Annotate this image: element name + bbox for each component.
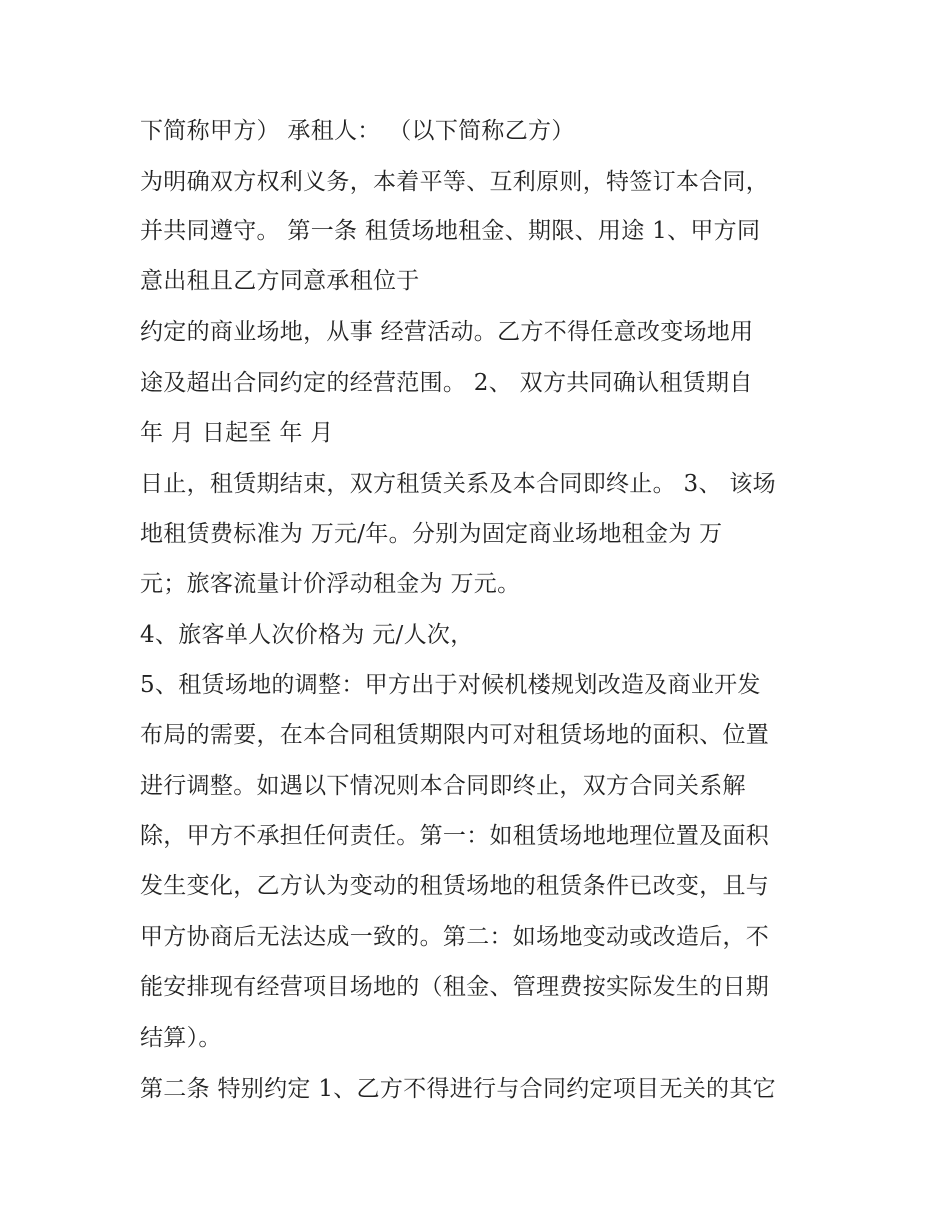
text-line-17: 甲方协商后无法达成一致的。第二：如场地变动或改造后，不 [140, 924, 770, 950]
text-line-13: 布局的需要，在本合同租赁期限内可对租赁场地的面积、位置 [140, 722, 770, 748]
text-line-14: 进行调整。如遇以下情况则本合同即终止，双方合同关系解 [140, 773, 746, 799]
text-line-18: 能安排现有经营项目场地的（租金、管理费按实际发生的日期 [140, 974, 770, 1000]
text-line-19: 结算）。 [140, 1025, 222, 1051]
text-line-4: 意出租且乙方同意承租位于 [140, 268, 420, 294]
text-line-16: 发生变化，乙方认为变动的租赁场地的租赁条件已改变，且与 [140, 873, 770, 899]
text-line-6: 途及超出合同约定的经营范围。 2、 双方共同确认租赁期自 [140, 370, 753, 396]
text-line-7: 年 月 日起至 年 月 [140, 420, 334, 446]
text-line-15: 除，甲方不承担任何责任。第一：如租赁场地地理位置及面积 [140, 823, 770, 849]
text-line-12: 5、租赁场地的调整：甲方出于对候机楼规划改造及商业开发 [140, 672, 761, 698]
text-line-10: 元；旅客流量计价浮动租金为 万元。 [140, 571, 521, 597]
text-line-9: 地租赁费标准为 万元/年。分别为固定商业场地租金为 万 [140, 521, 723, 547]
text-line-20: 第二条 特别约定 1、乙方不得进行与合同约定项目无关的其它 [140, 1076, 776, 1102]
text-line-3: 并共同遵守。 第一条 租赁场地租金、期限、用途 1、甲方同 [140, 218, 761, 244]
text-line-5: 约定的商业场地，从事 经营活动。乙方不得任意改变场地用 [140, 319, 754, 345]
text-line-11: 4、旅客单人次价格为 元/人次， [140, 622, 474, 648]
text-line-1: 下简称甲方） 承租人： （以下简称乙方） [140, 118, 575, 144]
text-line-8: 日止，租赁期结束，双方租赁关系及本合同即终止。 3、 该场 [140, 471, 776, 497]
text-line-2: 为明确双方权利义务，本着平等、互利原则，特签订本合同， [140, 169, 770, 195]
